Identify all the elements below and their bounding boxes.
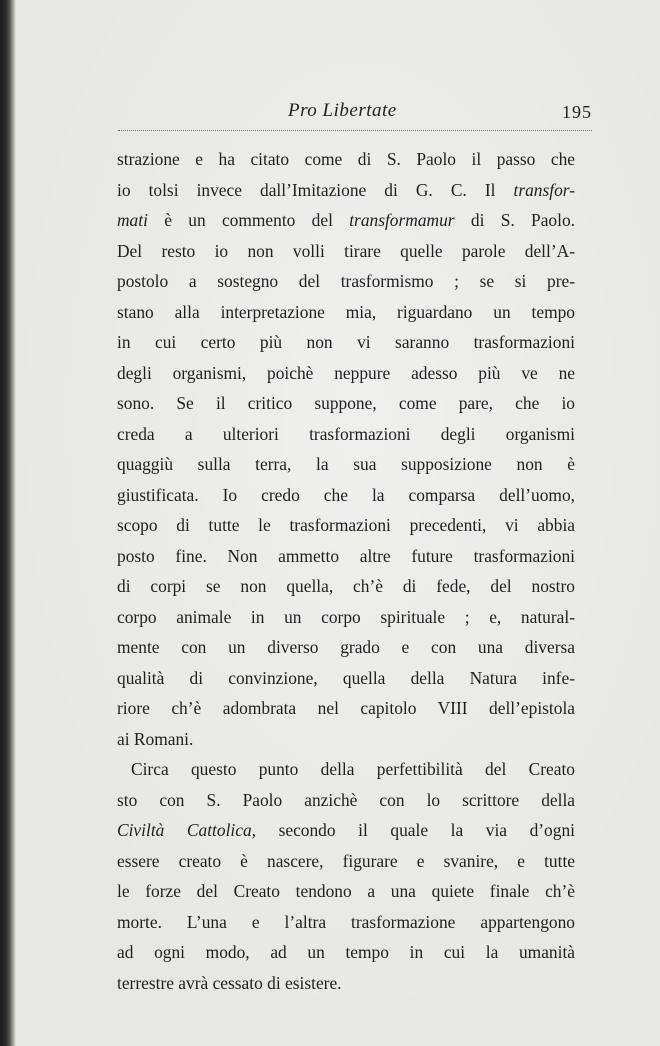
page-header	[118, 100, 592, 130]
text-line	[117, 632, 575, 663]
text-run: in cui certo più non vi saranno trasformazioni	[117, 332, 575, 352]
text-run: le forze del Creato tendono a una quiete finale ch’è	[117, 881, 575, 901]
text-line	[117, 449, 575, 480]
italic-text: mati	[117, 210, 148, 230]
text-run: Circa questo punto della perfettibilità del Creato	[131, 759, 575, 779]
text-line	[117, 419, 575, 450]
text-run: Del resto io non volli tirare quelle parole dell’A-	[117, 240, 575, 261]
text-run: è un commento del	[147, 210, 350, 230]
text-run: qualità di convinzione, quella della Natura infe-	[117, 667, 575, 688]
text-line	[117, 693, 575, 724]
text-line	[117, 663, 575, 694]
text-line	[117, 602, 575, 633]
text-run: morte. L’una e l’altra trasformazione appartengono	[117, 911, 575, 932]
text-line	[117, 785, 575, 816]
paragraph	[117, 754, 575, 998]
header-rule	[118, 130, 592, 131]
text-run: essere creato è nascere, figurare e svanire, e tutte	[117, 850, 575, 871]
text-run: secondo il quale la via d’ogni	[256, 820, 575, 840]
text-run: scopo di tutte le trasformazioni precedenti, vi abbia	[117, 515, 575, 535]
binding-edge	[0, 0, 16, 1046]
text-line	[117, 327, 575, 358]
text-run: di S. Paolo.	[454, 210, 575, 230]
text-run: ad ogni modo, ad un tempo in cui la umanità	[117, 942, 575, 962]
text-line	[117, 175, 575, 206]
text-line	[117, 571, 575, 602]
text-line	[117, 480, 575, 511]
text-run: riore ch’è adombrata nel capitolo VIII dell’epistola	[117, 698, 575, 718]
text-line	[117, 876, 575, 907]
text-run: ai Romani.	[117, 728, 194, 749]
text-line	[117, 510, 575, 541]
text-line	[117, 205, 575, 236]
italic-text: transfor-	[513, 179, 575, 200]
running-title: Pro Libertate	[288, 100, 397, 121]
text-line	[117, 968, 575, 999]
text-run: quaggiù sulla terra, la sua supposizione non è	[117, 454, 575, 474]
paragraph	[117, 144, 575, 754]
italic-text: transformamur	[349, 210, 455, 230]
text-run: corpo animale in un corpo spirituale ; e, natural-	[117, 606, 575, 627]
text-run: postolo a sostegno del trasformismo ; se si pre-	[117, 271, 575, 291]
text-line	[117, 236, 575, 267]
text-run: creda a ulteriori trasformazioni degli organismi	[117, 423, 575, 444]
text-line	[117, 724, 575, 755]
text-run: terrestre avrà cessato di esistere.	[117, 972, 342, 993]
text-run: strazione e ha citato come di S. Paolo il passo che	[117, 149, 575, 169]
text-line	[117, 937, 575, 968]
text-line	[117, 846, 575, 877]
text-line	[117, 541, 575, 572]
body-text	[117, 144, 575, 998]
text-run: sto con S. Paolo anzichè con lo scrittore della	[117, 789, 575, 810]
text-line	[117, 388, 575, 419]
text-line	[117, 266, 575, 297]
text-line	[117, 815, 575, 846]
text-run: sono. Se il critico suppone, come pare, che io	[117, 393, 575, 413]
text-line	[117, 144, 575, 175]
text-line	[117, 358, 575, 389]
text-run: degli organismi, poichè neppure adesso più ve ne	[117, 362, 575, 383]
text-run: giustificata. Io credo che la comparsa dell’uomo,	[117, 484, 575, 505]
text-line	[117, 907, 575, 938]
text-run: stano alla interpretazione mia, riguardano un tempo	[117, 301, 575, 322]
text-run: di corpi se non quella, ch’è di fede, del nostro	[117, 576, 575, 596]
text-line	[117, 754, 575, 785]
page-number: 195	[562, 102, 592, 122]
text-run: posto fine. Non ammetto altre future trasformazioni	[117, 545, 575, 566]
text-run: mente con un diverso grado e con una diversa	[117, 637, 575, 657]
text-line	[117, 297, 575, 328]
italic-text: Civiltà Cattolica,	[117, 820, 256, 840]
text-run: io tolsi invece dall’Imitazione di G. C. Il	[117, 179, 514, 200]
